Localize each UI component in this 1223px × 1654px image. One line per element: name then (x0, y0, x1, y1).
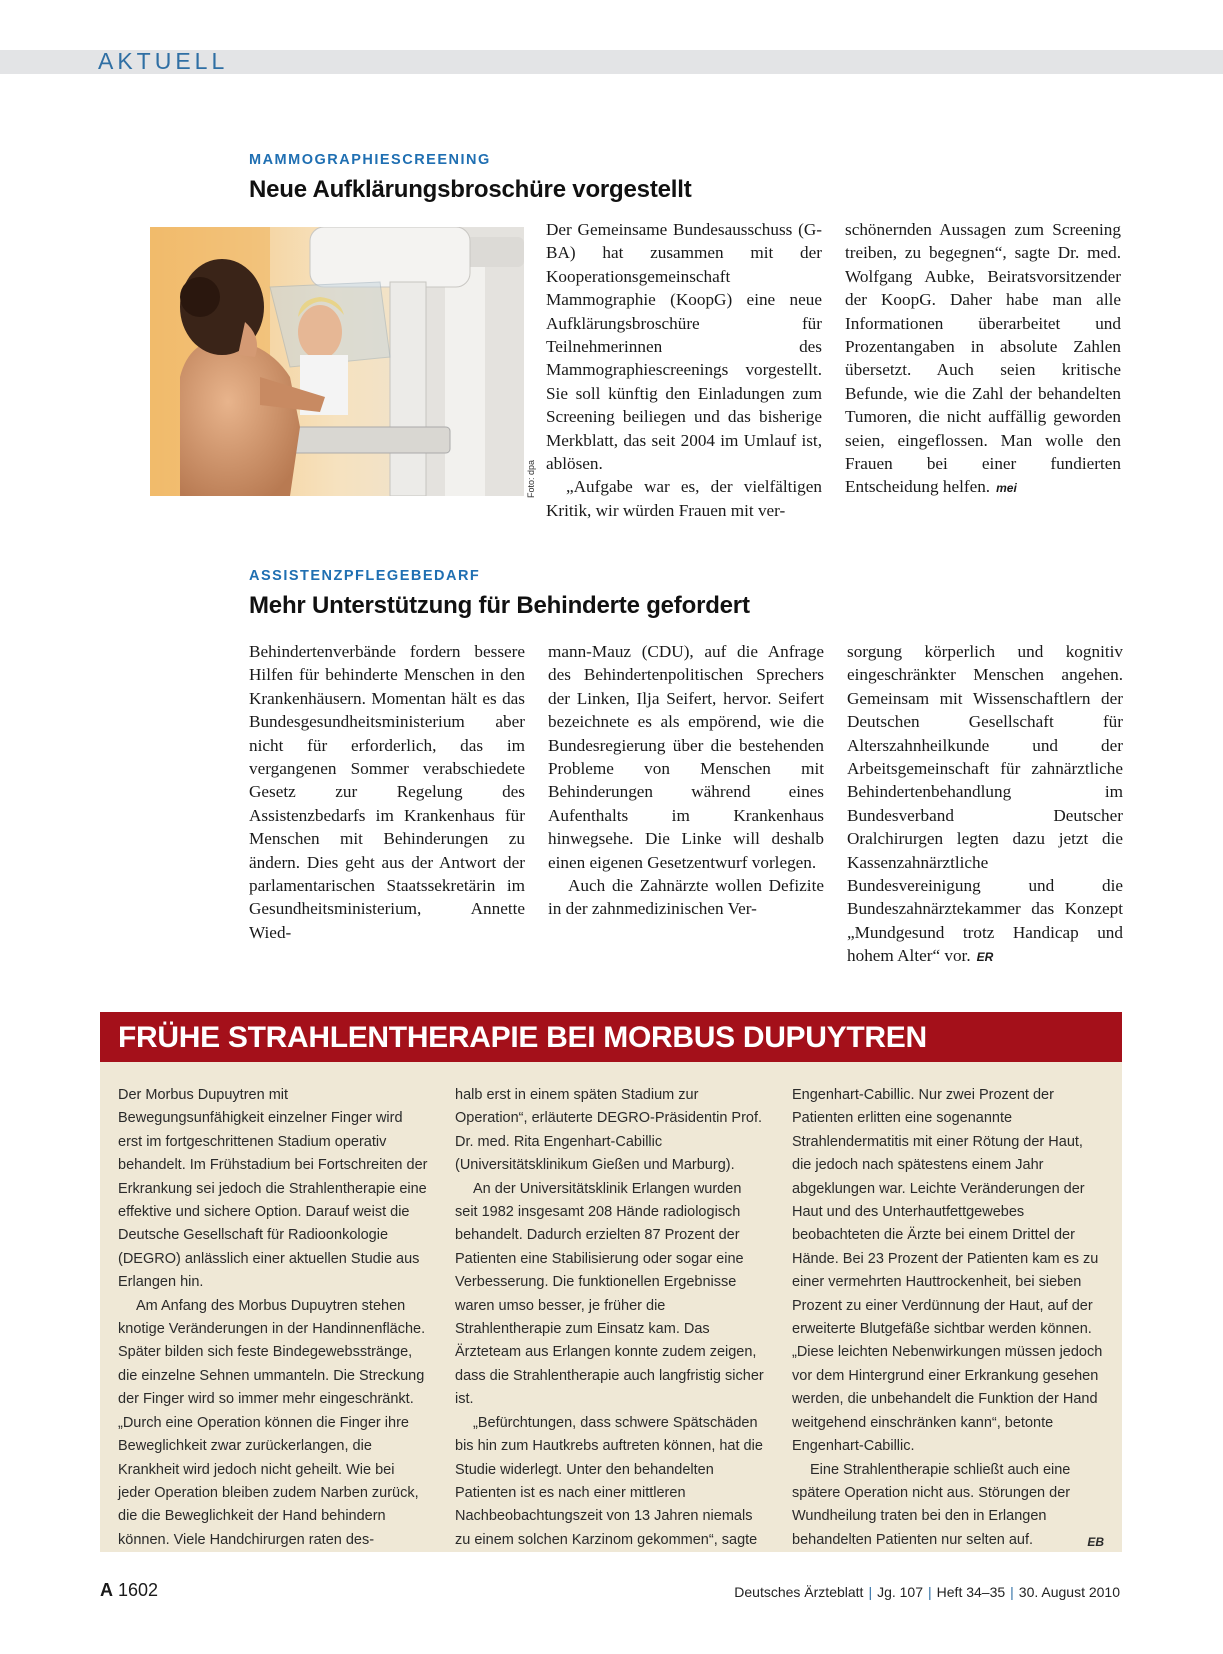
journal-name: Deutsches Ärzteblatt (734, 1584, 864, 1600)
article1-kicker: MAMMOGRAPHIESCREENING (249, 152, 491, 168)
journal-volume: Jg. 107 (877, 1584, 924, 1600)
info-box-headline: FRÜHE STRAHLENTHERAPIE BEI MORBUS DUPUYTREN (118, 1021, 927, 1054)
section-label: AKTUELL (98, 48, 229, 74)
info-box-column-3: Engenhart-Cabillic. Nur zwei Prozent der Patienten erlitten eine sogenannte Strahlendermatitis mit einer Rötung der Haut, die jedoch nach spätestens einem Jahr abgeklungen war. Leichte Veränderungen der Haut und des Unterhautfettgewebes beobachteten die Ärzte bei einem Drittel der Hände. Bei 23 Prozent der Patienten kam es zu einer vermehrten Hauttrockenheit, bei sieben Prozent zu einer Verdünnung der Haut, auf der erweiterte Blutgefäße sichtbar werden können. „Diese leichten Nebenwirkungen müssen jedoch vor dem Hintergrund einer Erkrankung gesehen werden, die unbehandelt die Funktion der Hand weitgehend einschränken kann“, betonte Engenhart-Cabillic. Eine Strahlentherapie schließt auch eine spätere Operation nicht aus. Störungen der Wundheilung traten bei den in Erlangen behandelten Patienten nur selten auf. EB (792, 1084, 1104, 1554)
article1-column-1: Der Gemeinsame Bundesausschuss (G-BA) hat zusammen mit der Kooperationsgemeinschaft Mammographie (KoopG) eine neue Aufklärungsbroschüre für Teilnehmerinnen des Mammographiescreenings vorgestellt. Sie soll künftig den Einladungen zum Screening beiliegen und das bisherige Merkblatt, das seit 2004 im Umlauf ist, ablösen. „Aufgabe war es, der vielfältigen Kritik, wir würden Frauen mit ver- (546, 220, 822, 520)
info-box-column-2: halb erst in einem späten Stadium zur Operation“, erläuterte DEGRO-Präsidentin Prof. Dr. med. Rita Engenhart-Cabillic (Universitätsklinikum Gießen und Marburg). An der Universitätsklinik Erlangen wurden seit 1982 insgesamt 208 Hände radiologisch behandelt. Dadurch erzielten 87 Prozent der Patienten eine Stabilisierung oder sogar eine Verbesserung. Die funktionellen Ergebnisse waren umso besser, je früher die Strahlentherapie zum Einsatz kam. Das Ärzteteam aus Erlangen konnte zudem zeigen, dass die Strahlentherapie auch langfristig sicher ist. „Befürchtungen, dass schwere Spätschäden bis hin zum Hautkrebs auftreten können, hat die Studie widerlegt. Unter den behandelten Patienten ist es nach einer mittleren Nachbeobachtungszeit von 13 Jahren niemals zu einem solchen Karzinom gekommen“, sagte (455, 1087, 764, 1548)
info-box-signature: EB (1087, 1534, 1104, 1549)
info-box-header (100, 1012, 1122, 1062)
article1-column-2: schönernden Aussagen zum Screening treiben, zu begegnen“, sagte Dr. med. Wolfgang Aubke, Beiratsvorsitzender der KoopG. Daher habe man alle Informationen überarbeitet und Prozentangaben in absolute Zahlen übersetzt. Auch seien kritische Befunde, wie die Zahl der behandelten Tumoren, die nicht auffällig geworden seien, eingeflossen. Man wolle den Frauen bei einer fundierten Entscheidung helfen. mei (845, 220, 1121, 497)
mammography-photo (150, 227, 524, 496)
article2-headline: Mehr Unterstützung für Behinderte gefordert (249, 592, 750, 619)
journal-issue: Heft 34–35 (936, 1584, 1006, 1600)
article2-kicker: ASSISTENZPFLEGEBEDARF (249, 568, 481, 584)
journal-info: Deutsches Ärzteblatt | Jg. 107 | Heft 34–35 | 30. August 2010 (734, 1584, 1120, 1600)
article1-signature: mei (996, 481, 1017, 496)
page-number: A 1602 (100, 1580, 159, 1600)
article2-column-2: mann-Mauz (CDU), auf die Anfrage des Behindertenpolitischen Sprechers der Linken, Ilja Seifert, hervor. Seifert bezeichnete es als empörend, wie die Bundesregierung über die bestehenden Probleme von Menschen mit Behinderungen während eines Aufenthalts im Krankenhaus hinwegsehe. Die Linke will deshalb einen eigenen Gesetzentwurf vorlegen. Auch die Zahnärzte wollen Defizite in der zahnmedizinischen Ver- (548, 642, 824, 919)
article2-signature: ER (976, 950, 994, 965)
photo-credit: Foto: dpa (526, 459, 537, 499)
journal-date: 30. August 2010 (1018, 1584, 1120, 1600)
article2-column-3: sorgung körperlich und kognitiv eingeschränkter Menschen angehen. Gemeinsam mit Wissenschaftlern der Deutschen Gesellschaft für Alterszahnheilkunde und der Arbeitsgemeinschaft für zahnärztliche Behindertenbehandlung im Bundesverband Deutscher Oralchirurgen legten dazu jetzt die Kassenzahnärztliche Bundesvereinigung und die Bundeszahnärztekammer das Konzept „Mundgesund trotz Handicap und hohem Alter“ vor. ER (847, 642, 1123, 966)
article2-column-1: Behindertenverbände fordern bessere Hilfen für behinderte Menschen in den Krankenhäusern. Momentan hält es das Bundesgesundheitsministerium aber nicht für erforderlich, das im vergangenen Sommer verabschiedete Gesetz zur Regelung des Assistenzbedarfs im Krankenhaus für Menschen mit Behinderungen zu ändern. Dies geht aus der Antwort der parlamentarischen Staatssekretärin im Gesundheitsministerium, Annette Wied- (249, 642, 525, 942)
article1-headline: Neue Aufklärungsbroschüre vorgestellt (249, 176, 692, 203)
info-box-column-1: Der Morbus Dupuytren mit Bewegungsunfähigkeit einzelner Finger wird erst im fortgeschrittenen Stadium operativ behandelt. Im Frühstadium bei Fortschreiten der Erkrankung sei jedoch die Strahlentherapie eine effektive und sichere Option. Darauf weist die Deutsche Gesellschaft für Radioonkologie (DEGRO) anlässlich einer aktuellen Studie aus Erlangen hin. Am Anfang des Morbus Dupuytren stehen knotige Veränderungen in der Handinnenfläche. Später bilden sich feste Bindegewebsstränge, die einzelne Sehnen ummanteln. Die Streckung der Finger wird so immer mehr eingeschränkt. „Durch eine Operation können die Finger ihre Beweglichkeit zwar zurückerlangen, die Krankheit wird jedoch nicht geheilt. Wie bei jeder Operation bleiben zudem Narben zurück, die die Beweglichkeit der Hand behindern können. Viele Handchirurgen raten des- (118, 1087, 428, 1548)
